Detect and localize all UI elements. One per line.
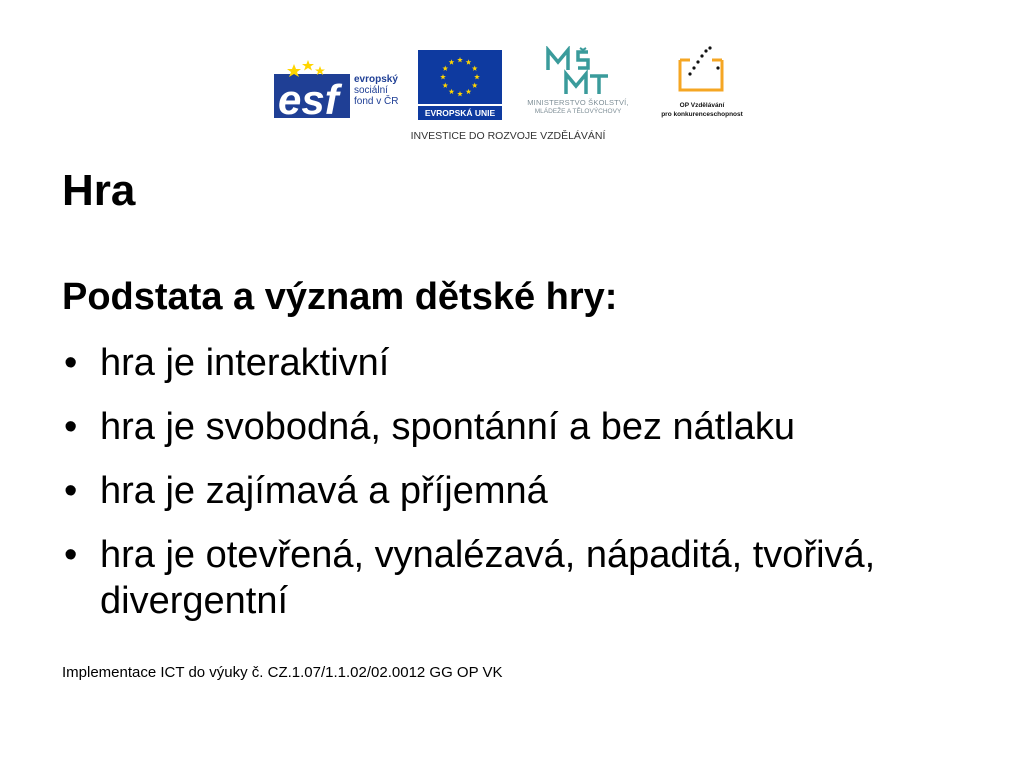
bullet-item	[62, 340, 982, 386]
esf-text-line2: sociální	[354, 85, 388, 96]
bullet-item	[62, 468, 982, 514]
eu-star-icon	[440, 74, 446, 79]
logo-strip	[270, 42, 750, 148]
bullet-text: hra je svobodná, spontánní a bez nátlaku	[100, 406, 796, 448]
svg-text:esf: esf	[278, 76, 339, 118]
bullet-glyph: •	[64, 534, 78, 576]
op-text-line1: OP Vzdělávání	[679, 102, 725, 109]
bullet-glyph: •	[64, 470, 78, 512]
eu-star-icon	[466, 59, 472, 64]
eu-star-icon	[442, 66, 448, 71]
msmt-text-line1: MINISTERSTVO ŠKOLSTVÍ,	[527, 98, 629, 107]
eu-star-icon	[474, 74, 480, 79]
msmt-mark-icon	[544, 46, 612, 98]
op-mark-icon	[672, 46, 730, 96]
bullet-glyph: •	[64, 342, 78, 384]
slide-title: Hra	[62, 166, 136, 215]
esf-mark-icon	[274, 60, 350, 118]
eu-star-icon	[472, 66, 478, 71]
eu-star-icon	[457, 91, 463, 96]
esf-text	[354, 74, 424, 107]
msmt-text-line2: MLÁDEŽE A TĚLOVÝCHOVY	[534, 108, 622, 115]
bullet-item	[62, 404, 982, 450]
bullet-text: hra je zajímavá a příjemná	[100, 470, 548, 512]
esf-text-line1: evropský	[354, 74, 398, 85]
eu-star-icon	[457, 57, 463, 62]
eu-label: EVROPSKÁ UNIE	[418, 106, 502, 120]
eu-star-icon	[472, 83, 478, 88]
bullet-text: hra je interaktivní	[100, 342, 390, 384]
op-text-line2: pro konkurenceschopnost	[661, 111, 743, 118]
logo-tagline: INVESTICE DO ROZVOJE VZDĚLÁVÁNÍ	[410, 130, 606, 142]
bullet-text: hra je otevřená, vynalézavá, nápaditá, tvořivá, divergentní	[100, 534, 876, 622]
eu-star-icon	[449, 59, 455, 64]
eu-logo	[418, 50, 502, 122]
op-logo	[654, 46, 750, 126]
msmt-logo	[506, 46, 650, 124]
eu-star-icon	[442, 83, 448, 88]
eu-star-icon	[466, 89, 472, 94]
bullet-item	[62, 532, 982, 624]
slide-subtitle: Podstata a význam dětské hry:	[62, 276, 618, 318]
slide-footer: Implementace ICT do výuky č. CZ.1.07/1.1.02/02.0012 GG OP VK	[62, 664, 503, 681]
bullet-glyph: •	[64, 406, 78, 448]
eu-star-icon	[449, 89, 455, 94]
esf-text-line3: fond v ČR	[354, 96, 399, 107]
eu-flag-icon	[418, 50, 502, 104]
esf-logo	[274, 50, 414, 120]
bullet-list	[62, 340, 982, 642]
